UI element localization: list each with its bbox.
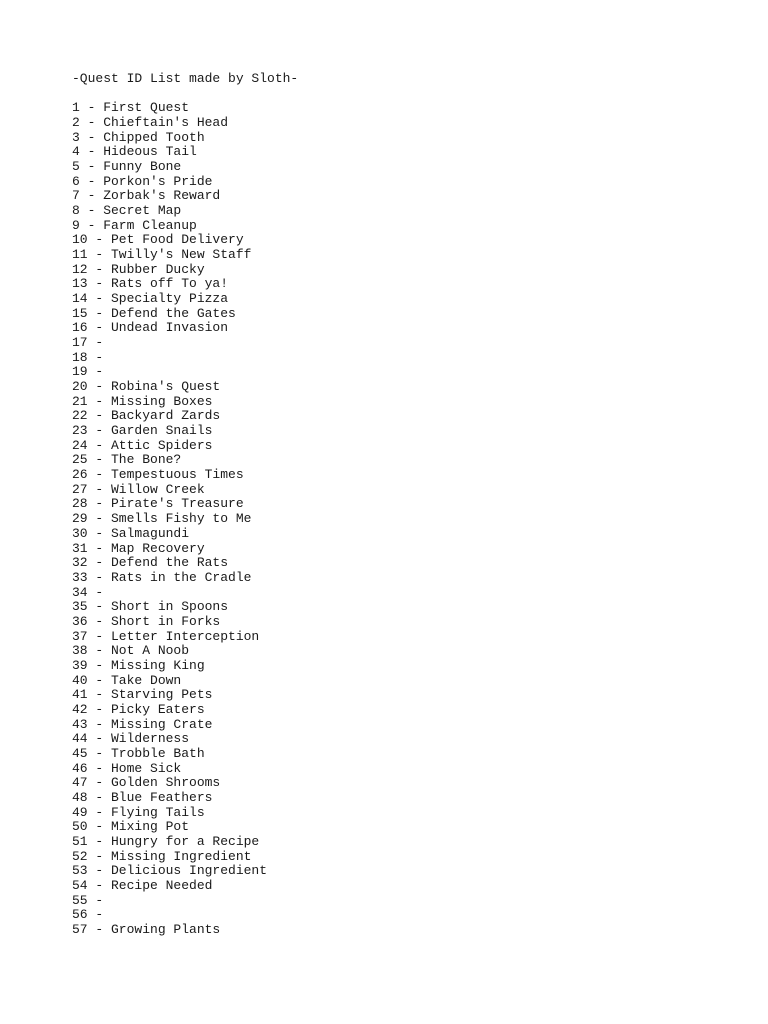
quest-list-item: 1 - First Quest [72, 100, 190, 116]
quest-list-item: 36 - Short in Forks [72, 613, 221, 629]
quest-list-item: 10 - Pet Food Delivery [72, 232, 244, 248]
quest-list-item: 57 - Growing Plants [72, 921, 221, 937]
quest-list-item: 42 - Picky Eaters [72, 701, 205, 717]
quest-list-item: 48 - Blue Feathers [72, 789, 213, 805]
quest-list-item: 49 - Flying Tails [72, 804, 205, 820]
quest-list-item: 11 - Twilly's New Staff [72, 247, 252, 263]
quest-list-item: 30 - Salmagundi [72, 525, 190, 541]
quest-list-item: 17 - [72, 335, 104, 351]
quest-list-item: 9 - Farm Cleanup [72, 217, 197, 233]
quest-list-item: 16 - Undead Invasion [72, 320, 229, 336]
quest-list-item: 56 - [72, 907, 104, 923]
quest-list-item: 34 - [72, 584, 104, 600]
quest-list-item: 27 - Willow Creek [72, 481, 205, 497]
quest-list-item: 37 - Letter Interception [72, 628, 260, 644]
quest-list-item: 13 - Rats off To ya! [72, 276, 229, 292]
quest-list-item: 35 - Short in Spoons [72, 599, 229, 615]
quest-list-item: 2 - Chieftain's Head [72, 115, 229, 131]
quest-list-item: 22 - Backyard Zards [72, 408, 221, 424]
blank-line [72, 87, 752, 102]
quest-list-item: 28 - Pirate's Treasure [72, 496, 244, 512]
quest-list-item: 53 - Delicious Ingredient [72, 863, 268, 879]
quest-list-item: 46 - Home Sick [72, 760, 182, 776]
quest-list-item: 4 - Hideous Tail [72, 144, 197, 160]
quest-list-item: 6 - Porkon's Pride [72, 173, 213, 189]
quest-list-item: 32 - Defend the Rats [72, 555, 229, 571]
quest-list-item: 44 - Wilderness [72, 731, 190, 747]
quest-list-item: 20 - Robina's Quest [72, 379, 221, 395]
quest-list-item: 18 - [72, 349, 104, 365]
quest-list-item: 12 - Rubber Ducky [72, 261, 205, 277]
quest-list-item: 29 - Smells Fishy to Me [72, 511, 252, 527]
document-page [72, 72, 752, 938]
quest-list-item: 38 - Not A Noob [72, 643, 190, 659]
quest-list-item: 55 - [72, 892, 104, 908]
quest-list-item: 43 - Missing Crate [72, 716, 213, 732]
quest-list-item: 8 - Secret Map [72, 203, 182, 219]
quest-list-item: 24 - Attic Spiders [72, 437, 213, 453]
quest-list-item: 15 - Defend the Gates [72, 305, 236, 321]
quest-list-item: 40 - Take Down [72, 672, 182, 688]
quest-list-item: 51 - Hungry for a Recipe [72, 833, 260, 849]
quest-list-item: 45 - Trobble Bath [72, 745, 205, 761]
quest-list-item: 21 - Missing Boxes [72, 393, 213, 409]
quest-list-item: 5 - Funny Bone [72, 159, 182, 175]
quest-list-item: 3 - Chipped Tooth [72, 129, 205, 145]
quest-list-item: 41 - Starving Pets [72, 687, 213, 703]
quest-list-item: 39 - Missing King [72, 657, 205, 673]
quest-list-item: 54 - Recipe Needed [72, 877, 213, 893]
quest-list-item: 52 - Missing Ingredient [72, 848, 252, 864]
quest-list-item: 26 - Tempestuous Times [72, 467, 244, 483]
document-title: -Quest ID List made by Sloth- [72, 71, 299, 86]
quest-list-item: 50 - Mixing Pot [72, 819, 190, 835]
quest-list-item: 23 - Garden Snails [72, 423, 213, 439]
quest-list-item: 33 - Rats in the Cradle [72, 569, 252, 585]
quest-list-item: 14 - Specialty Pizza [72, 291, 229, 307]
quest-list [72, 101, 752, 937]
quest-list-item: 25 - The Bone? [72, 452, 182, 468]
quest-list-item: 31 - Map Recovery [72, 540, 205, 556]
quest-list-item: 19 - [72, 364, 104, 380]
quest-list-item: 7 - Zorbak's Reward [72, 188, 221, 204]
quest-list-item: 47 - Golden Shrooms [72, 775, 221, 791]
